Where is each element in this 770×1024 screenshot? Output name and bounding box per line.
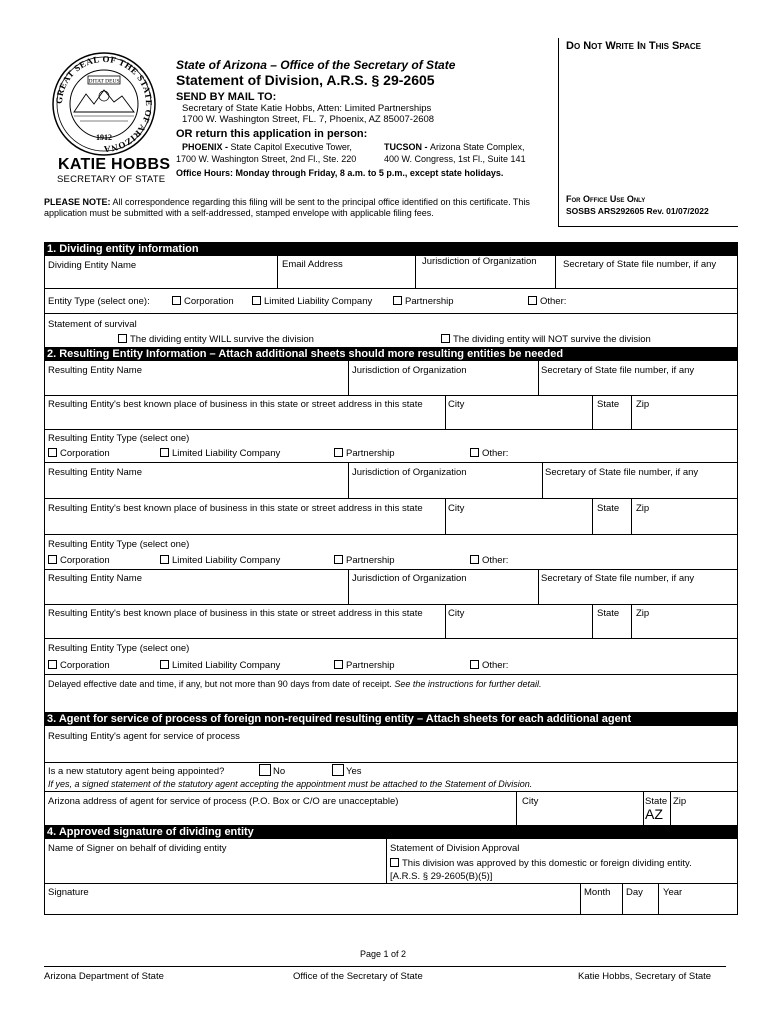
agent-address-field[interactable]	[46, 808, 514, 824]
r1-state-label: State	[597, 399, 620, 410]
survive-will-option[interactable]: The dividing entity WILL survive the division	[118, 334, 314, 345]
r3-sos-file-label: Secretary of State file number, if any	[541, 573, 695, 584]
email-address-label: Email Address	[282, 259, 343, 270]
agent-zip-field[interactable]	[671, 808, 736, 824]
footer-right: Katie Hobbs, Secretary of State	[578, 971, 712, 982]
agent-zip-label: Zip	[673, 796, 687, 807]
footer-rule	[44, 966, 726, 967]
r3-name-label: Resulting Entity Name	[48, 573, 142, 584]
survive-will-not-option[interactable]: The dividing entity will NOT survive the division	[441, 334, 651, 345]
signature-label: Signature	[48, 887, 89, 898]
s1-sos-file-field[interactable]	[556, 270, 736, 288]
phoenix-address-1	[182, 142, 352, 152]
form-left-border	[44, 242, 45, 914]
checkbox-icon[interactable]	[48, 555, 57, 564]
agent-name-field[interactable]	[46, 742, 736, 762]
new-agent-question: Is a new statutory agent being appointed?	[48, 766, 225, 777]
checkbox-icon[interactable]	[160, 555, 169, 564]
r1-state-field[interactable]	[593, 410, 630, 428]
r2-zip-label: Zip	[636, 503, 650, 514]
s3-divider-2	[643, 791, 644, 825]
r2-line-3	[44, 569, 738, 570]
please-note-text-2: application must be submitted with a self-addressed, stamped envelope with applicable filing fees.	[44, 208, 434, 218]
month-label: Month	[584, 887, 611, 898]
s4-divider-2	[580, 883, 581, 914]
r1-zip-label: Zip	[636, 399, 650, 410]
checkbox-icon[interactable]	[332, 764, 344, 776]
r3-zip-label: Zip	[636, 608, 650, 619]
delayed-effective-date: Delayed effective date and time, if any, but not more than 90 days from date of receipt. See the instructions for further detail.	[48, 679, 542, 689]
r3-jurisdiction-label: Jurisdiction of Organization	[352, 573, 467, 584]
r3-jurisdiction-field[interactable]	[349, 584, 537, 602]
r3-address-label: Resulting Entity's best known place of business in this state or street address in this state	[48, 608, 423, 619]
s1-type-partnership[interactable]: Partnership	[393, 296, 454, 307]
dividing-entity-name-label: Dividing Entity Name	[48, 260, 137, 271]
r3-type-partnership[interactable]: Partnership	[334, 660, 395, 671]
r3-zip-field[interactable]	[632, 619, 736, 637]
s4-line-1	[44, 883, 738, 884]
r1-type-other[interactable]: Other:	[470, 448, 508, 459]
office-box-left-border	[558, 38, 559, 226]
r3-type-corporation[interactable]: Corporation	[48, 660, 110, 671]
signer-name-field[interactable]	[46, 855, 384, 881]
phoenix-line-2: 1700 W. Washington Street, 2nd Fl., Ste. 220	[176, 154, 357, 164]
r1-type-partnership[interactable]: Partnership	[334, 448, 395, 459]
agency-title: State of Arizona – Office of the Secretary of State	[176, 58, 456, 72]
form-bottom-border	[44, 914, 738, 915]
checkbox-icon[interactable]	[334, 448, 343, 457]
entity-type-label: Entity Type (select one):	[48, 296, 150, 307]
r1-type-corporation[interactable]: Corporation	[48, 448, 110, 459]
r1-type-label: Resulting Entity Type (select one)	[48, 433, 190, 444]
in-person-heading: OR return this application in person:	[176, 128, 368, 140]
r2-type-label: Resulting Entity Type (select one)	[48, 539, 190, 550]
footer-center: Office of the Secretary of State	[293, 971, 423, 982]
section-1-heading: 1. Dividing entity information	[44, 242, 738, 256]
signatory-name: KATIE HOBBS	[58, 156, 171, 173]
r2-zip-field[interactable]	[632, 514, 736, 532]
section-4-heading: 4. Approved signature of dividing entity	[44, 825, 738, 839]
r2-name-field[interactable]	[46, 478, 346, 496]
year-label: Year	[663, 887, 683, 898]
checkbox-icon[interactable]	[470, 448, 479, 457]
r3-type-label: Resulting Entity Type (select one)	[48, 643, 190, 654]
r2-type-corporation[interactable]: Corporation	[48, 555, 110, 566]
r1-name-label: Resulting Entity Name	[48, 365, 142, 376]
agent-address-label: Arizona address of agent for service of process (P.O. Box or C/O are unacceptable)	[48, 796, 399, 807]
r1-jurisdiction-field[interactable]	[349, 376, 537, 394]
dividing-entity-name-field[interactable]	[46, 270, 276, 288]
tucson-line-2: 400 W. Congress, 1st Fl., Suite 141	[384, 154, 526, 164]
form-title: Statement of Division, A.R.S. § 29-2605	[176, 72, 435, 88]
signature-field[interactable]	[46, 898, 578, 913]
survival-label: Statement of survival	[48, 319, 137, 330]
new-agent-yes[interactable]: Yes	[332, 764, 362, 777]
r1-sos-file-field[interactable]	[539, 376, 736, 394]
r1-zip-field[interactable]	[632, 410, 736, 428]
tucson-address-1	[384, 142, 525, 152]
s1-type-other[interactable]: Other:	[528, 296, 566, 307]
checkbox-icon[interactable]	[160, 448, 169, 457]
r1-type-llc[interactable]: Limited Liability Company	[160, 448, 280, 459]
s3-line-1	[44, 762, 738, 763]
r2-jurisdiction-label: Jurisdiction of Organization	[352, 467, 467, 478]
r2-line-2	[44, 534, 738, 535]
r3-line-2	[44, 638, 738, 639]
s1-row-line-1	[44, 288, 738, 289]
checkbox-icon[interactable]	[393, 296, 402, 305]
checkbox-icon[interactable]	[172, 296, 181, 305]
section-2-heading: 2. Resulting Entity Information – Attach additional sheets should more resulting entities be needed	[44, 347, 738, 361]
r3-city-label: City	[448, 608, 465, 619]
email-address-field[interactable]	[278, 270, 414, 288]
r2-line-1	[44, 498, 738, 499]
phoenix-line-1: State Capitol Executive Tower,	[230, 142, 352, 152]
mail-heading: SEND BY MAIL TO:	[176, 91, 277, 103]
agent-if-yes-note: If yes, a signed statement of the statutory agent accepting the appointment must be attached to the Statement of Division.	[48, 779, 533, 789]
signatory-role: SECRETARY OF STATE	[57, 174, 166, 185]
checkbox-icon[interactable]	[470, 555, 479, 564]
s1-jurisdiction-label: Jurisdiction of Organization	[422, 256, 537, 267]
r2-type-partnership[interactable]: Partnership	[334, 555, 395, 566]
r3-type-llc[interactable]: Limited Liability Company	[160, 660, 280, 671]
day-label: Day	[626, 887, 643, 898]
r2-city-label: City	[448, 503, 465, 514]
r1-line-2	[44, 429, 738, 430]
r3-line-1	[44, 604, 738, 605]
seal-motto: DITAT DEUS	[88, 78, 120, 85]
r1-city-field[interactable]	[446, 410, 591, 428]
s1-type-corporation[interactable]: Corporation	[172, 296, 234, 307]
r2-jurisdiction-field[interactable]	[349, 478, 541, 496]
r2-state-field[interactable]	[593, 514, 630, 532]
tucson-line-1: Arizona State Complex,	[430, 142, 525, 152]
mail-line-1: Secretary of State Katie Hobbs, Atten: Limited Partnerships	[182, 103, 432, 114]
office-box-bottom-border	[558, 226, 738, 227]
s4-divider-1	[386, 839, 387, 883]
form-right-border	[737, 242, 738, 914]
r2-state-label: State	[597, 503, 620, 514]
mail-line-2: 1700 W. Washington Street, FL. 7, Phoenix, AZ 85007-2608	[182, 114, 435, 125]
checkbox-icon[interactable]	[334, 555, 343, 564]
checkbox-icon[interactable]	[259, 764, 271, 776]
checkbox-icon[interactable]	[48, 448, 57, 457]
r3-type-other[interactable]: Other:	[470, 660, 508, 671]
r3-line-3	[44, 674, 738, 675]
approval-citation: [A.R.S. § 29-2605(B)(5)]	[390, 871, 493, 882]
checkbox-icon[interactable]	[160, 660, 169, 669]
agent-name-label: Resulting Entity's agent for service of process	[48, 731, 240, 742]
r2-name-label: Resulting Entity Name	[48, 467, 142, 478]
checkbox-icon[interactable]	[252, 296, 261, 305]
r3-name-field[interactable]	[46, 584, 346, 602]
office-box-title: Do Not Write In This Space	[566, 40, 701, 52]
r3-state-field[interactable]	[593, 619, 630, 637]
new-agent-no[interactable]: No	[259, 764, 285, 777]
r1-sos-file-label: Secretary of State file number, if any	[541, 365, 695, 376]
agent-state-label: State	[645, 796, 668, 807]
phoenix-label: PHOENIX -	[182, 142, 231, 152]
footer-left: Arizona Department of State	[44, 971, 164, 982]
s1-type-llc[interactable]: Limited Liability Company	[252, 296, 372, 307]
checkbox-icon[interactable]	[470, 660, 479, 669]
checkbox-icon[interactable]	[390, 858, 399, 867]
checkbox-icon[interactable]	[48, 660, 57, 669]
r1-line-1	[44, 395, 738, 396]
agent-city-label: City	[522, 796, 539, 807]
form-code: SOSBS ARS292605 Rev. 01/07/2022	[566, 206, 709, 216]
r3-sos-file-field[interactable]	[539, 584, 736, 602]
r2-sos-file-field[interactable]	[543, 478, 736, 496]
r1-name-field[interactable]	[46, 376, 346, 394]
r2-type-other[interactable]: Other:	[470, 555, 508, 566]
s3-line-2	[44, 791, 738, 792]
r2-address-label: Resulting Entity's best known place of business in this state or street address in this state	[48, 503, 423, 514]
office-hours: Office Hours: Monday through Friday, 8 a.m. to 5 p.m., except state holidays.	[176, 168, 504, 178]
approval-checkbox[interactable]: This division was approved by this domestic or foreign dividing entity.	[390, 858, 692, 869]
r1-address-label: Resulting Entity's best known place of business in this state or street address in this state	[48, 399, 423, 410]
signer-name-label: Name of Signer on behalf of dividing entity	[48, 843, 227, 854]
r1-jurisdiction-label: Jurisdiction of Organization	[352, 365, 467, 376]
agent-city-field[interactable]	[517, 808, 642, 824]
office-use-only-label: For Office Use Only	[566, 194, 646, 204]
s1-row-line-2	[44, 313, 738, 314]
state-seal-icon	[52, 52, 156, 156]
please-note-label: PLEASE NOTE:	[44, 197, 111, 207]
r3-state-label: State	[597, 608, 620, 619]
s4-divider-4	[658, 883, 659, 914]
s4-divider-3	[622, 883, 623, 914]
r2-city-field[interactable]	[446, 514, 591, 532]
agent-state-value: AZ	[645, 806, 663, 822]
approval-label: Statement of Division Approval	[390, 843, 520, 854]
section-3-heading: 3. Agent for service of process of foreign non-required resulting entity – Attach sheets for each additional agent	[44, 712, 738, 726]
r1-city-label: City	[448, 399, 465, 410]
checkbox-icon[interactable]	[118, 334, 127, 343]
r3-city-field[interactable]	[446, 619, 591, 637]
r2-sos-file-label: Secretary of State file number, if any	[545, 467, 699, 478]
please-note-line-1	[44, 197, 530, 207]
tucson-label: TUCSON -	[384, 142, 430, 152]
s1-jurisdiction-field[interactable]	[416, 270, 554, 288]
checkbox-icon[interactable]	[441, 334, 450, 343]
checkbox-icon[interactable]	[334, 660, 343, 669]
delayed-effective-date-field[interactable]	[46, 690, 736, 708]
seal-year: 1912	[96, 133, 112, 142]
r2-type-llc[interactable]: Limited Liability Company	[160, 555, 280, 566]
checkbox-icon[interactable]	[528, 296, 537, 305]
page-number: Page 1 of 2	[360, 949, 407, 959]
s1-sos-file-label: Secretary of State file number, if any	[563, 259, 717, 270]
seal-outer-text: GREAT SEAL OF THE STATE OF ARIZONA	[53, 53, 155, 155]
r1-line-3	[44, 462, 738, 463]
please-note-text-1: All correspondence regarding this filing will be sent to the principal office identified on this certificate. This	[110, 197, 530, 207]
